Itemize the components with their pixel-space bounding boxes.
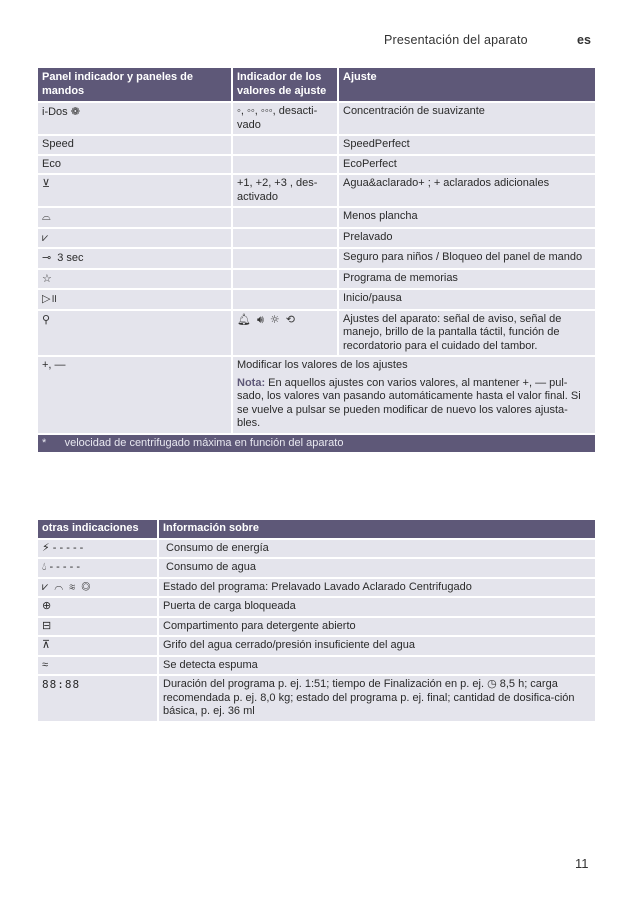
cell-setting: Menos plancha: [337, 208, 595, 227]
cell-setting: Prelavado: [337, 229, 595, 248]
wrench-icon: ⚲: [42, 312, 51, 326]
program-status-icon: ⩗ ⌒ ≋ ◎: [38, 579, 157, 597]
brightness-icon: ☼: [269, 312, 280, 326]
bell-icon: 🔔︎: [237, 312, 251, 326]
page-header-title: Presentación del aparato: [384, 33, 528, 47]
display-digits-icon: 88:88: [38, 676, 157, 721]
cell-setting: Agua&aclarado+ ; + aclarados adicionales: [337, 175, 595, 206]
cell-values: [231, 208, 337, 227]
info-text: Estado del programa: Prelavado Lavado Aclarado Centrifugado: [157, 579, 595, 597]
note-label: Nota:: [237, 376, 266, 389]
info-text: Grifo del agua cerrado/presión insuficiente del agua: [157, 637, 595, 655]
cell-control: [38, 249, 231, 268]
control-label: i-Dos: [42, 106, 68, 118]
column-header: Información sobre: [157, 520, 595, 538]
play-pause-icon: ▷॥: [42, 292, 58, 305]
control-panel-table: [38, 66, 595, 454]
door-lock-icon: ⊕: [38, 598, 157, 616]
prewash-icon: ⩗: [42, 230, 49, 244]
page-language-code: es: [577, 33, 591, 47]
cell-values: +1, +2, +3 , des-activado: [231, 175, 337, 206]
table-row: [38, 357, 595, 433]
table-row: [38, 290, 595, 309]
cell-control: Speed: [38, 136, 231, 154]
cell-control: Eco: [38, 156, 231, 174]
table-row: [38, 559, 595, 577]
drum-care-icon: ⟲: [285, 312, 295, 326]
table-row: [38, 175, 595, 206]
cell-setting: Seguro para niños / Bloqueo del panel de mando: [337, 249, 595, 268]
cell-control: [38, 175, 231, 206]
info-text: Consumo de agua: [157, 559, 595, 577]
table-row: [38, 270, 595, 289]
footnote-text: * velocidad de centrifugado máxima en función del aparato: [38, 435, 595, 453]
cell-values: [231, 270, 337, 289]
column-header: Ajuste: [337, 68, 595, 101]
table-row: [38, 540, 595, 558]
info-text: Consumo de energía: [157, 540, 595, 558]
table-row: [38, 136, 595, 154]
cell-modify: [231, 357, 595, 433]
table-row: [38, 598, 595, 616]
cell-values: [231, 229, 337, 248]
table-row: [38, 657, 595, 675]
table-row: [38, 618, 595, 636]
info-text: Compartimento para detergente abierto: [157, 618, 595, 636]
table-row: [38, 208, 595, 227]
column-header: otras indicaciones: [38, 520, 157, 538]
cell-values: [231, 249, 337, 268]
cell-setting: SpeedPerfect: [337, 136, 595, 154]
cell-control: [38, 103, 231, 134]
note-text: En aquellos ajustes con varios valores, al mantener +, — pul-sado, los valores van pasando automáticamente hasta el valor final. Si se vuelve a pulsar se pueden modificar de nuevo los valores ajusta-bles.: [237, 376, 581, 429]
flower-icon: ❁: [70, 105, 80, 118]
info-text: Puerta de carga bloqueada: [157, 598, 595, 616]
table-row: [38, 249, 595, 268]
page-number: 11: [575, 856, 589, 871]
cell-setting: Concentración de suavizante: [337, 103, 595, 134]
detergent-drawer-icon: ⊟: [38, 618, 157, 636]
table-row: [38, 637, 595, 655]
table-header-row: [38, 520, 595, 538]
table-row: [38, 229, 595, 248]
cell-setting: Inicio/pausa: [337, 290, 595, 309]
table-row: [38, 103, 595, 134]
table-row: [38, 311, 595, 356]
footnote-row: [38, 435, 595, 453]
cell-setting: Ajustes del aparato: señal de aviso, señal de manejo, brillo de la pantalla táctil, función de recordatorio para el cuidado del tambor.: [337, 311, 595, 356]
cell-control: [38, 290, 231, 309]
table-header-row: [38, 68, 595, 101]
info-text: Duración del programa p. ej. 1:51; tiempo de Finalización en p. ej. ◷ 8,5 h; carga recomendada p. ej. 8,0 kg; estado del programa p. ej. final; cantidad de dosifica-ción básica, p. ej. 36 ml: [157, 676, 595, 721]
cell-values: ◦, ◦◦, ◦◦◦, desacti-vado: [231, 103, 337, 134]
cell-values: [231, 290, 337, 309]
cell-values: [231, 156, 337, 174]
cell-values: [231, 136, 337, 154]
foam-icon: ≈: [38, 657, 157, 675]
cell-control: [38, 229, 231, 248]
note-paragraph: [237, 377, 591, 431]
water-tap-icon: ⊼: [38, 637, 157, 655]
column-header: Panel indicador y paneles de mandos: [38, 68, 231, 101]
table-row: [38, 579, 595, 597]
cell-setting: Programa de memorias: [337, 270, 595, 289]
table-row: [38, 676, 595, 721]
cell-control: +, —: [38, 357, 231, 433]
iron-icon: ⌓: [42, 210, 51, 223]
cell-control: [38, 311, 231, 356]
other-indications-table: [38, 518, 595, 723]
water-rinse-icon: ⊻: [42, 177, 51, 190]
cell-control: [38, 208, 231, 227]
cell-values: [231, 311, 337, 356]
table-row: [38, 156, 595, 174]
water-drop-icon: 💧︎ - - - - -: [38, 559, 157, 577]
control-label: 3 sec: [57, 252, 84, 264]
info-text: Se detecta espuma: [157, 657, 595, 675]
energy-icon: ⚡︎ - - - - -: [38, 540, 157, 558]
cell-control: [38, 270, 231, 289]
key-icon: ⊸: [42, 251, 52, 264]
speaker-icon: 🔊︎: [256, 312, 264, 326]
column-header: Indicador de los valores de ajuste: [231, 68, 337, 101]
modify-title: Modificar los valores de los ajustes: [237, 359, 408, 371]
cell-setting: EcoPerfect: [337, 156, 595, 174]
star-icon: ☆: [42, 271, 52, 285]
